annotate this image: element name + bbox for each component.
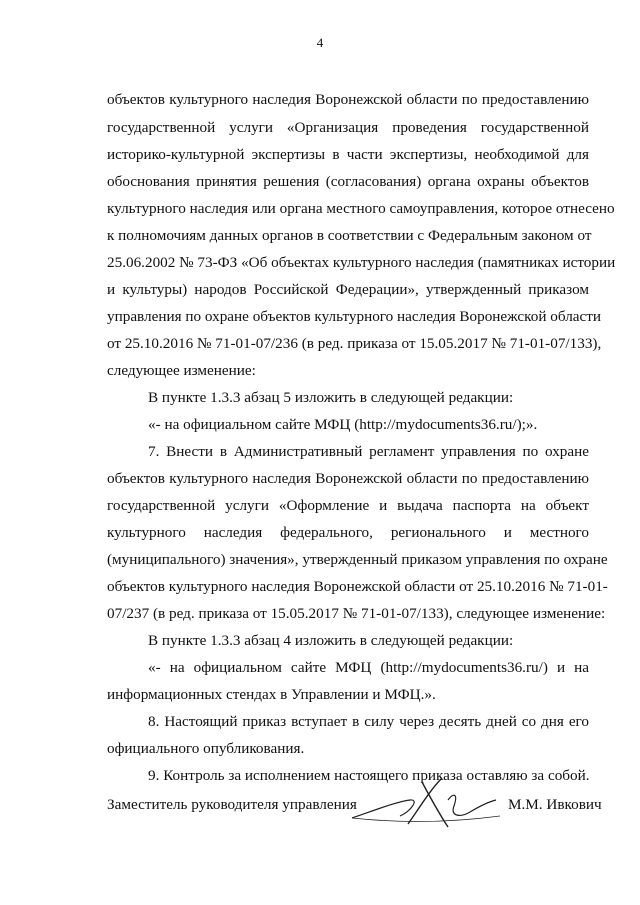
text-line: (муниципального) значения», утвержденный приказом управления по охране	[107, 551, 608, 568]
signatory-name: М.М. Ивкович	[508, 796, 602, 813]
text-line: 8. Настоящий приказ вступает в силу через десять дней со дня его	[148, 713, 589, 730]
text-line: от 25.10.2016 № 71-01-07/236 (в ред. приказа от 15.05.2017 № 71-01-07/133),	[107, 335, 602, 352]
text-line: следующее изменение:	[107, 362, 256, 379]
page-number: 4	[316, 35, 324, 50]
text-line: государственной услуги «Оформление и выдача паспорта на объект	[107, 497, 589, 514]
text-line: 7. Внести в Административный регламент управления по охране	[148, 443, 589, 460]
text-line: В пункте 1.3.3 абзац 4 изложить в следующей редакции:	[148, 632, 514, 649]
text-line: «- на официальном сайте МФЦ (http://mydocuments36.ru/) и на	[148, 659, 589, 676]
text-line: государственной услуги «Организация проведения государственной	[107, 119, 589, 136]
text-line: 07/237 (в ред. приказа от 15.05.2017 № 71-01-07/133), следующее изменение:	[107, 605, 606, 622]
text-line: «- на официальном сайте МФЦ (http://mydocuments36.ru/);».	[148, 416, 538, 433]
handwritten-signature	[350, 772, 500, 832]
text-line: к полномочиям данных органов в соответствии с Федеральным законом от	[107, 227, 592, 244]
text-line: 9. Контроль за исполнением настоящего приказа оставляю за собой.	[148, 767, 590, 784]
text-line: обоснования принятия решения (согласования) органа охраны объектов	[107, 173, 589, 190]
text-line: и культуры) народов Российской Федерации», утвержденный приказом	[107, 281, 589, 298]
text-line: В пункте 1.3.3 абзац 5 изложить в следующей редакции:	[148, 389, 514, 406]
text-line: объектов культурного наследия Воронежской области от 25.10.2016 № 71-01-	[107, 578, 608, 595]
text-line: информационных стендах в Управлении и МФЦ.».	[107, 686, 436, 703]
text-line: историко-культурной экспертизы в части экспертизы, необходимой для	[107, 146, 589, 163]
text-line: объектов культурного наследия Воронежской области по предоставлению	[107, 470, 589, 487]
text-line: официального опубликования.	[107, 740, 305, 757]
text-line: 25.06.2002 № 73-ФЗ «Об объектах культурного наследия (памятниках истории	[107, 254, 616, 271]
text-line: культурного наследия или органа местного самоуправления, которое отнесено	[107, 200, 615, 217]
signatory-title: Заместитель руководителя управления	[107, 796, 357, 813]
text-line: объектов культурного наследия Воронежской области по предоставлению	[107, 91, 589, 108]
text-line: культурного наследия федерального, регионального и местного	[107, 524, 589, 541]
text-line: управления по охране объектов культурного наследия Воронежской области	[107, 308, 602, 325]
